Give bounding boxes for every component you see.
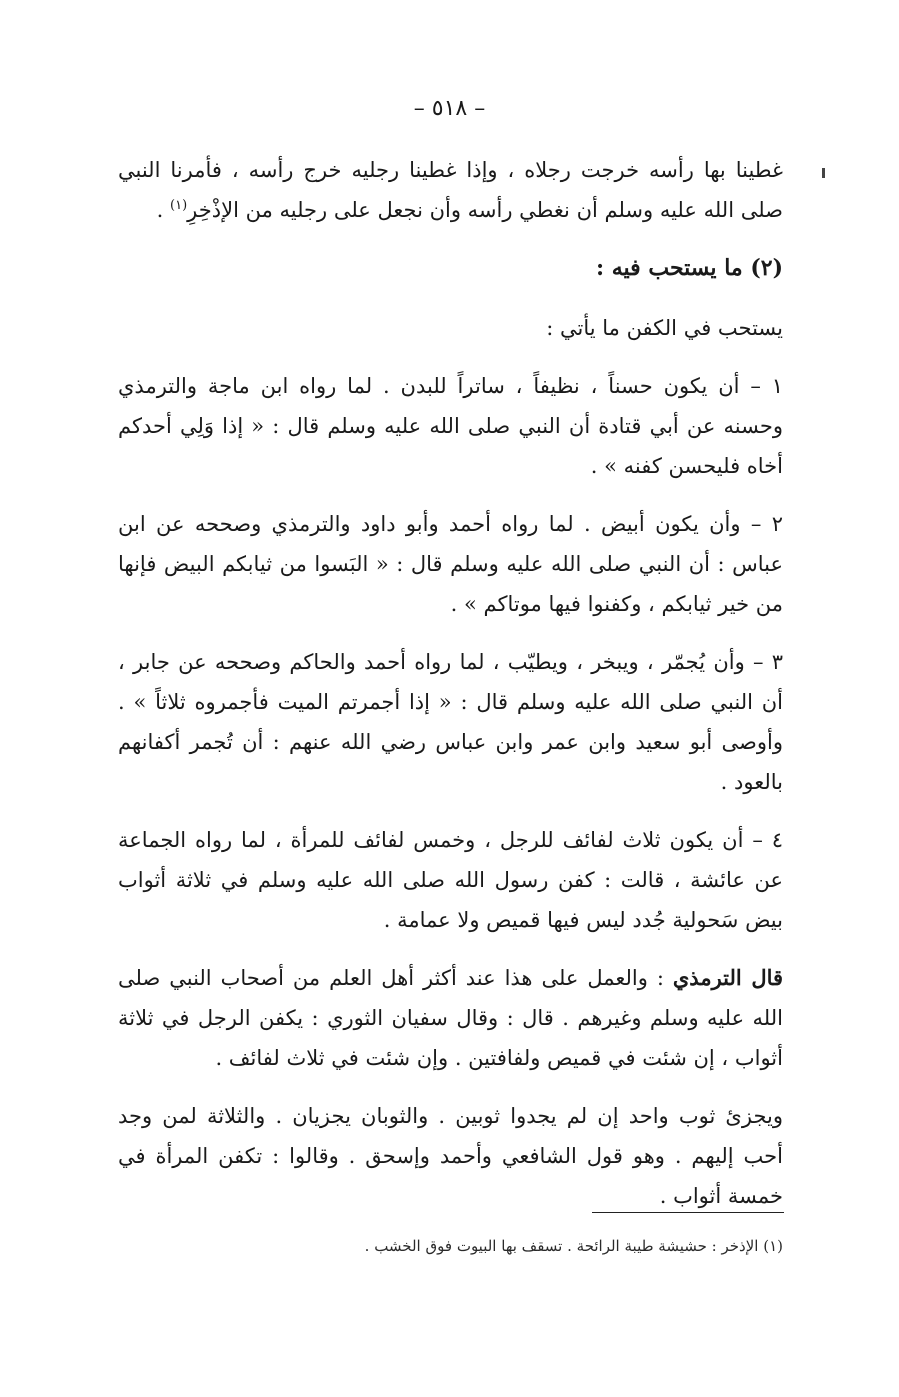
page-body — [118, 150, 783, 1216]
list-item-3: ٣ – وأن يُجمّر ، ويبخر ، ويطيّب ، لما رواه أحمد والحاكم وصححه عن جابر ، أن النبي صلى الله عليه وسلم قال : « إذا أجمرتم الميت فأجمروه ثلاثاً » . وأوصى أبو سعيد وابن عمر وابن عباس رضي الله عنهم : أن تُجمر أكفانهم بالعود . — [118, 650, 783, 794]
continuation-text: غطينا بها رأسه خرجت رجلاه ، وإذا غطينا رجليه خرج رأسه ، فأمرنا النبي صلى الله عليه وسلم أن نغطي رأسه وأن نجعل على رجليه من الإذْخِرِ — [118, 158, 783, 222]
page-number: – ٥١٨ – — [413, 96, 486, 121]
intro-paragraph: يستحب في الكفن ما يأتي : — [546, 316, 783, 340]
margin-mark — [822, 168, 825, 178]
footnote-reference: (١) — [170, 198, 188, 213]
tirmidhi-text: : والعمل على هذا عند أكثر أهل العلم من أصحاب النبي صلى الله عليه وسلم وغيرهم . قال : وقال سفيان الثوري : يكفن الرجل في ثلاثة أثواب ، إن شئت في قميص ولفافتين . وإن شئت في ثلاث لفائف . — [118, 966, 783, 1070]
tirmidhi-lead: قال الترمذي — [672, 965, 784, 990]
tirmidhi-paragraph — [118, 958, 783, 1078]
continuation-paragraph — [118, 150, 783, 230]
section-heading: (٢) ما يستحب فيه : — [595, 255, 783, 281]
final-paragraph: ويجزئ ثوب واحد إن لم يجدوا ثوبين . والثوبان يجزيان . والثلاثة لمن وجد أحب إليهم . وهو قول الشافعي وأحمد وإسحق . وقالوا : تكفن المرأة في خمسة أثواب . — [118, 1104, 783, 1208]
footnote-divider — [592, 1212, 784, 1213]
footnote: (١) الإذخر : حشيشة طيبة الرائحة . تسقف بها البيوت فوق الخشب . — [364, 1237, 783, 1255]
continuation-end: . — [156, 198, 171, 222]
list-item-1: ١ – أن يكون حسناً ، نظيفاً ، ساتراً للبدن . لما رواه ابن ماجة والترمذي وحسنه عن أبي قتادة أن النبي صلى الله عليه وسلم قال : « إذا وَلِي أحدكم أخاه فليحسن كفنه » . — [118, 374, 783, 478]
list-item-2: ٢ – وأن يكون أبيض . لما رواه أحمد وأبو داود والترمذي وصححه عن ابن عباس : أن النبي صلى الله عليه وسلم قال : « البَسوا من ثيابكم البيض فإنها من خير ثيابكم ، وكفنوا فيها موتاكم » . — [118, 512, 783, 616]
list-item-4: ٤ – أن يكون ثلاث لفائف للرجل ، وخمس لفائف للمرأة ، لما رواه الجماعة عن عائشة ، قالت : كفن رسول الله صلى الله عليه وسلم في ثلاثة أثواب بيض سَحولية جُدد ليس فيها قميص ولا عمامة . — [118, 828, 783, 932]
